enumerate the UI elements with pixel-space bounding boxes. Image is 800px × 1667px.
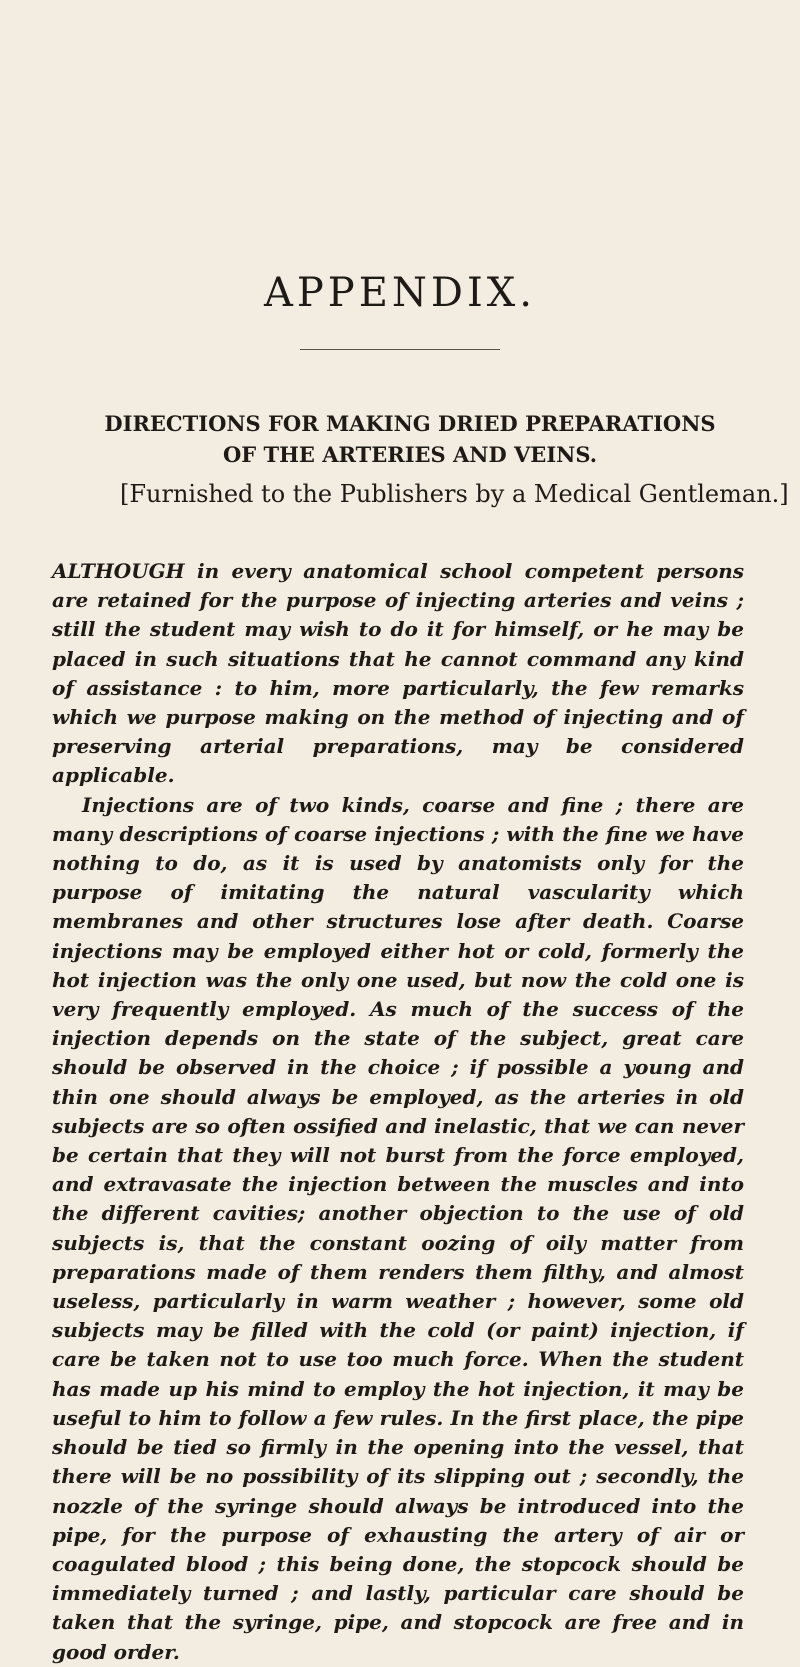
paragraph-intro: ALTHOUGH in every anatomical school competent persons are retained for the purpose of injecting arteries and veins ; still the student may wish to do it for himself, or he may be placed in such situations that he cannot command any kind of assistance : to him, more particularly, the few remarks which we purpose making on the method of injecting and of preserving arterial preparations, may be considered applicable. — [52, 559, 744, 788]
heading-rule — [300, 349, 500, 350]
appendix-heading: APPENDIX. — [264, 270, 536, 316]
body-text — [52, 557, 744, 1667]
section-title: DIRECTIONS FOR MAKING DRIED PREPARATIONS OF THE ARTERIES AND VEINS. — [104, 411, 716, 467]
attribution-note: [Furnished to the Publishers by a Medical Gentleman.] — [120, 480, 789, 508]
paragraph-injections: Injections are of two kinds, coarse and fine ; there are many descriptions of coarse injections ; with the fine we have nothing to do, as it is used by anatomists only for the purpose of imitating the natural vascularity which membranes and other structures lose after death. Coarse injections may be employed either hot or cold, formerly the hot injection was the only one used, but now the cold one is very frequently employed. As much of the success of the injection depends on the state of the subject, great care should be observed in the choice ; if possible a young and thin one should always be employed, as the arteries in old subjects are so often ossified and inelastic, that we can never be certain that they will not burst from the force employed, and extravasate the injection between the muscles and into the different cavities; another objection to the use of old subjects is, that the constant oozing of oily matter from preparations made of them renders them filthy, and almost useless, particularly in warm weather ; however, some old subjects may be filled with the cold (or paint) injection, if care be taken not to use too much force. When the student has made up his mind to employ the hot injection, it may be useful to him to follow a few rules. In the first place, the pipe should be tied so firmly in the opening into the vessel, that there will be no possibility of its slipping out ; secondly, the nozzle of the syringe should always be introduced into the pipe, for the purpose of exhausting the artery of air or coagulated blood ; this being done, the stopcock should be immediately turned ; and lastly, particular care should be taken that the syringe, pipe, and stopcock are free and in good order. — [52, 792, 744, 1664]
